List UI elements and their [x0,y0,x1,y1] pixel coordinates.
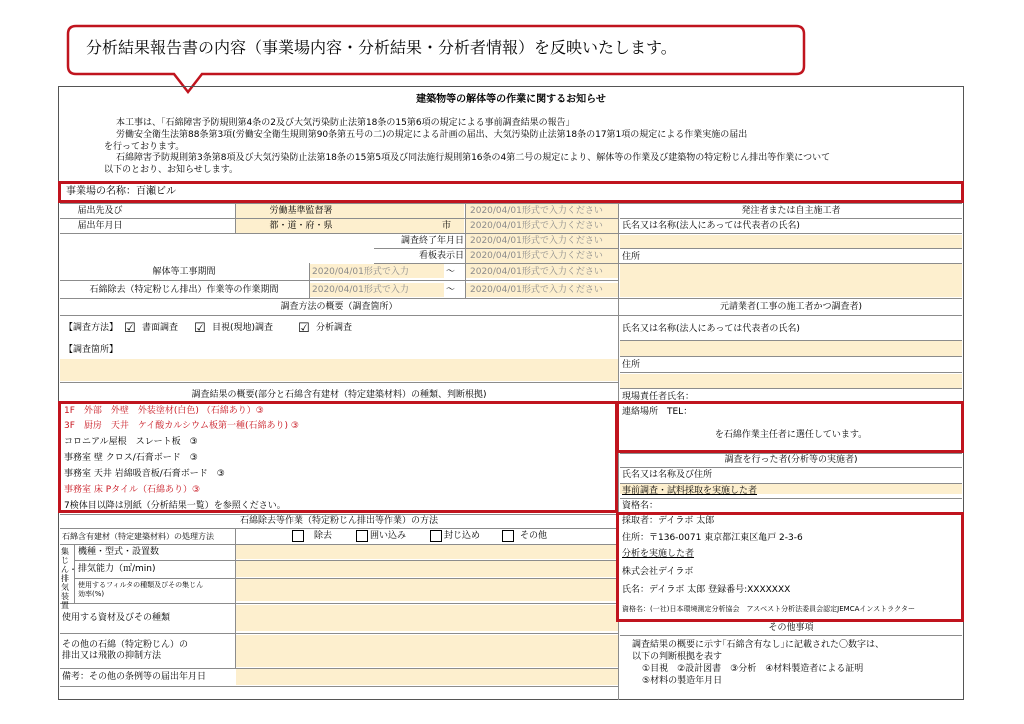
address-text: 住所：〒136-0071 東京都江東区亀戸 2-3-6 [622,533,803,543]
method-3-label: 分析調査 [316,323,353,333]
note-line-4: ⑤材料の製造年月日 [642,676,723,686]
todofuken-label: 都・道・府・県 [269,221,333,231]
rule [60,382,618,383]
form-title: 建築物等の解体等の作業に関するお知らせ [416,94,606,105]
jizen-label: 事前調査・試料採取を実施した者 [622,486,758,496]
shi-label: 市 [442,221,452,231]
result-line-4: 事務室 壁 クロス/石膏ボード ③ [64,453,198,463]
kiki-label: 機種・型式・設置数 [78,547,160,557]
bg-hatchu-name [620,235,962,249]
chosa-end-input[interactable]: 2020/04/01形式で入力ください [470,236,603,246]
bg-motouke-name [620,340,962,356]
opt-1-label: 除去 [314,531,333,541]
rule [465,203,466,298]
rule [60,633,618,634]
rule [60,280,618,281]
rule [620,635,962,636]
site-name: 事業場の名称：百瀬ビル [66,186,176,197]
genba-label: 現場責任者氏名： [622,392,695,402]
note-line-2: 以下の判断根拠を表す [632,652,723,662]
chosa-houhou-label: 【調査方法】 [64,323,119,333]
opt-2-checkbox[interactable] [356,530,368,542]
rule [60,514,618,515]
kantokusho-label: 労働基準監督署 [269,206,333,216]
result-line-3: コロニアル屋根 スレート板 ③ [64,437,198,447]
intro-line-3: を行っております。 [104,142,185,152]
hatchu-addr-label: 住所 [622,252,641,262]
todokede-date-label: 届出年月日 [77,221,123,231]
haiki-label: 排気能力（㎥/min) [78,564,156,574]
result-line-6: 事務室 床 Pタイル（石綿あり）③ [64,485,201,495]
rule [620,467,962,468]
opt-3-checkbox[interactable] [430,530,442,542]
sekimen-tilde: ～ [446,285,456,295]
intro-line-5: 以下のとおり、お知らせします。 [104,165,239,175]
kanban-input[interactable]: 2020/04/01形式で入力ください [470,251,603,261]
shikaku2-text: 資格名：(一社)日本環境測定分析協会 アスベスト分析法委員会認定JEMCAインストラクター [622,605,916,613]
sekimen-end-input[interactable]: 2020/04/01形式で入力ください [470,285,603,295]
jokyo-header: 石綿除去等作業（特定粉じん排出等作業）の方法 [239,516,438,526]
rule [235,528,236,668]
rule [60,203,962,204]
rule [620,498,962,499]
method-3-checkbox[interactable]: ☑ [298,321,310,336]
rule [74,578,618,579]
filter-label-2: 効率(%) [78,590,105,598]
motouke-header: 元請業者(工事の施工者かつ調査者) [719,302,863,312]
method-2-label: 目視(現地)調査 [212,323,274,333]
bg-motouke-addr [620,374,962,388]
bg-shizai [236,605,618,631]
rule [620,218,962,219]
results-header: 調査結果の概要(部分と石綿含有建材（特定建築材料）の種類、判断根拠) [191,390,487,400]
kaitai-kikan-label: 解体等工事期間 [152,267,216,277]
shimei3-label: 氏名又は名称及び住所 [622,470,713,480]
shizai-label: 使用する資材及びその種類 [62,613,171,623]
bunseki-label: 分析を実施した者 [622,549,695,559]
rule [620,340,962,341]
opt-4-checkbox[interactable] [502,530,514,542]
rule [309,263,310,298]
rule [620,372,962,373]
highlight-site-name [58,181,964,203]
hatchu-header: 発注者または自主施工者 [741,206,841,216]
sekimen-start-input[interactable]: 2020/04/01形式で入力 [312,285,409,295]
motouke-name-label: 氏名又は名称(法人にあっては代表者の氏名) [622,324,800,334]
result-line-5: 事務室 天井 岩綿吸音板/石膏ボード ③ [64,469,225,479]
rule [74,560,618,561]
intro-line-2: 労働安全衛生法第88条第3項(労働安全衛生規則第90条第五号の二)の規定による計画の届出、大気汚染防止法第18条の17第1項の規定による作業実施の届出 [116,130,748,140]
kanban-label: 看板表示日 [418,251,464,261]
opt-1-checkbox[interactable] [292,530,304,542]
chosa-end-label: 調査終了年月日 [400,236,464,246]
bg-filter [236,579,618,601]
note-line-1: 調査結果の概要に示す｢石綿含有なし｣に記載された〇数字は、 [632,640,885,650]
rule [60,233,962,234]
todokede-date-input-2[interactable]: 2020/04/01形式で入力ください [470,221,603,231]
filter-label-1: 使用するフィルタの種類及びその集じん [78,581,204,589]
rule [60,544,618,545]
shori-houhou-label: 石綿含有建材（特定建築材料）の処理方法 [62,532,214,541]
result-line-2: 3F 厨房 天井 ケイ酸カルシウム板第一種(石綿あり) ③ [64,421,299,431]
chosa-kasho-label: 【調査箇所】 [64,345,119,355]
bg-biko [236,669,618,685]
rule [60,603,618,604]
rule [620,356,962,357]
company-text: 株式会社デイラボ [622,567,694,577]
kaitai-start-input[interactable]: 2020/04/01形式で入力 [312,267,409,277]
other-label-1: その他の石綿（特定粉じん）の [62,640,189,650]
bg-hatchu-addr [620,264,962,297]
rule [620,483,962,484]
rule [60,686,618,687]
hatchu-name-label: 氏名又は名称(法人にあっては代表者の氏名) [622,221,800,231]
bg-other [236,635,618,667]
shunin-text: を石綿作業主任者に選任しています。 [714,430,868,440]
highlight-results [58,401,618,513]
biko-label: 備考：その他の条例等の届出年月日 [62,672,207,682]
rule [60,528,618,529]
rule [620,388,962,389]
result-line-7: 7検体目以降は別紙（分析結果一覧）を参照ください。 [64,501,286,511]
kaitai-tilde: ～ [446,267,456,277]
other-label-2: 排出又は飛散の抑制方法 [62,651,162,661]
opt-3-label: 封じ込め [444,531,481,541]
highlight-shunin [616,401,964,453]
kaitai-end-input[interactable]: 2020/04/01形式で入力ください [470,267,603,277]
renraku-label: 連絡場所 TEL： [622,407,693,417]
rule [60,315,962,316]
method-1-checkbox[interactable]: ☑ [124,321,136,336]
highlight-analyst [616,512,964,622]
chosa-gaiyo-header: 調査方法の概要（調査箇所） [280,302,398,312]
rule [60,668,618,669]
sekimen-kikan-label: 石綿除去（特定粉じん排出）作業等の作業期間 [89,285,279,295]
rule [620,248,962,249]
saishu-text: 採取者：デイラボ 太郎 [622,516,715,526]
rule [60,298,962,299]
rule [374,248,618,249]
shimei4-text: 氏名：デイラボ 太郎 登録番号:XXXXXXX [622,585,791,595]
shikaku-label: 資格名： [622,501,659,511]
result-line-1: 1F 外部 外壁 外装塗材(白色) （石綿あり）③ [64,406,264,416]
rule [374,263,962,264]
bg-kiki [236,545,618,559]
opt-2-label: 囲い込み [370,531,407,541]
shujin-label: 集じん・排気装置 [61,547,77,610]
intro-line-1: 本工事は、｢石綿障害予防規則第4条の2及び大気汚染防止法第18条の15第6項の規定による事前調査結果の報告｣ [116,118,571,128]
rule [620,453,962,454]
motouke-addr-label: 住所 [622,360,641,370]
opt-4-label: その他 [520,531,548,541]
todokede-date-input-1[interactable]: 2020/04/01形式で入力ください [470,206,603,216]
method-1-label: 書面調査 [142,323,179,333]
note-line-3: ①目視 ②設計図書 ③分析 ④材料製造者による証明 [642,664,864,674]
bg-chosa-kasho [60,359,618,381]
intro-line-4: 石綿障害予防規則第3条第8項及び大気汚染防止法第18条の15第5項及び同法施行規則第16条の4第二号の規定により、解体等の作業及び建築物の特定粉じん排出等作業について [116,153,831,163]
method-2-checkbox[interactable]: ☑ [194,321,206,336]
todokede-saki-label: 届出先及び [77,206,123,216]
chosa-jisshi-header: 調査を行った者(分析等の実施者) [724,455,858,465]
callout-text: 分析結果報告書の内容（事業場内容・分析結果・分析者情報）を反映いたします。 [86,38,677,57]
sonota-header: その他事項 [768,623,814,633]
rule [60,218,618,219]
bg-haiki [236,561,618,577]
